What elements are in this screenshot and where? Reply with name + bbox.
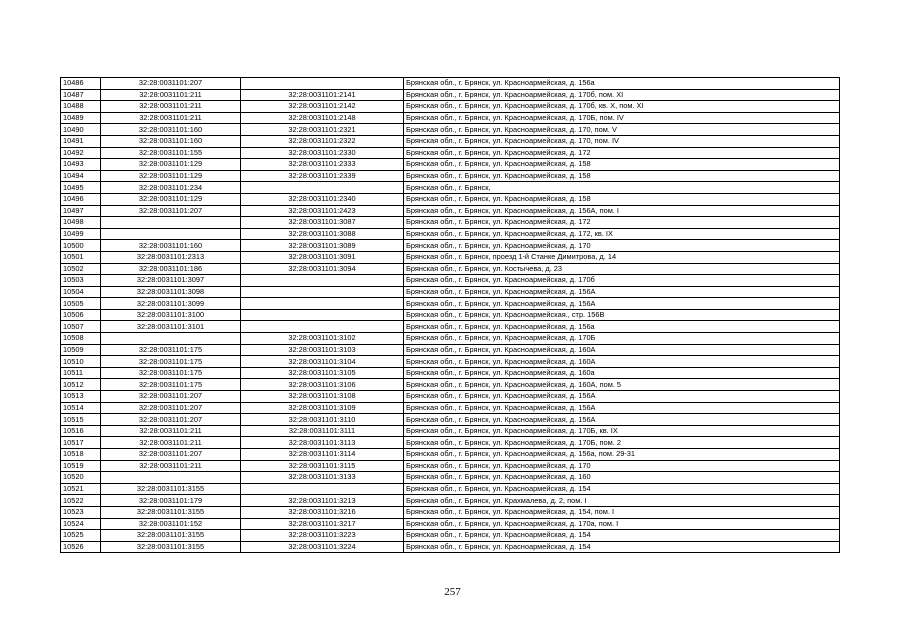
table-row	[61, 402, 840, 414]
object-cadastral-cell: 32:28:0031101:3115	[241, 460, 404, 472]
address-cell: Брянская обл., г. Брянск, ул. Красноармейская, д. 170б, кв. X, пом. XI	[404, 101, 840, 113]
address-cell: Брянская обл., г. Брянск, ул. Красноармейская, д. 170б	[404, 275, 840, 287]
land-cadastral-cell: 32:28:0031101:3101	[101, 321, 241, 333]
object-cadastral-cell: 32:28:0031101:3089	[241, 240, 404, 252]
row-number-cell: 10520	[61, 472, 101, 484]
object-cadastral-cell: 32:28:0031101:3113	[241, 437, 404, 449]
table-row	[61, 414, 840, 426]
address-cell: Брянская обл., г. Брянск, ул. Красноармейская, д. 160	[404, 472, 840, 484]
address-cell: Брянская обл., г. Брянск, ул. Красноармейская, д. 170	[404, 240, 840, 252]
land-cadastral-cell: 32:28:0031101:160	[101, 135, 241, 147]
address-cell: Брянская обл., г. Брянск, ул. Красноармейская, д. 154	[404, 483, 840, 495]
address-cell: Брянская обл., г. Брянск, ул. Красноармейская, д. 172	[404, 147, 840, 159]
row-number-cell: 10510	[61, 356, 101, 368]
table-row	[61, 309, 840, 321]
registry-table-body	[61, 78, 840, 553]
address-cell: Брянская обл., г. Брянск, ул. Красноармейская, д. 170, пом. IV	[404, 135, 840, 147]
land-cadastral-cell: 32:28:0031101:160	[101, 240, 241, 252]
page-number: 257	[444, 586, 461, 598]
address-cell: Брянская обл., г. Брянск, ул. Красноармейская, д. 170а, пом. I	[404, 518, 840, 530]
object-cadastral-cell: 32:28:0031101:3133	[241, 472, 404, 484]
row-number-cell: 10490	[61, 124, 101, 136]
row-number-cell: 10509	[61, 344, 101, 356]
object-cadastral-cell: 32:28:0031101:3103	[241, 344, 404, 356]
row-number-cell: 10505	[61, 298, 101, 310]
address-cell: Брянская обл., г. Брянск, ул. Красноармейская, д. 160а	[404, 367, 840, 379]
object-cadastral-cell: 32:28:0031101:3108	[241, 391, 404, 403]
land-cadastral-cell	[101, 333, 241, 345]
row-number-cell: 10517	[61, 437, 101, 449]
row-number-cell: 10525	[61, 530, 101, 542]
land-cadastral-cell: 32:28:0031101:207	[101, 414, 241, 426]
object-cadastral-cell	[241, 483, 404, 495]
land-cadastral-cell: 32:28:0031101:129	[101, 159, 241, 171]
row-number-cell: 10526	[61, 541, 101, 553]
object-cadastral-cell	[241, 78, 404, 90]
address-cell: Брянская обл., г. Брянск, ул. Костычева, д. 23	[404, 263, 840, 275]
land-cadastral-cell: 32:28:0031101:211	[101, 460, 241, 472]
table-row	[61, 263, 840, 275]
row-number-cell: 10502	[61, 263, 101, 275]
land-cadastral-cell	[101, 217, 241, 229]
row-number-cell: 10497	[61, 205, 101, 217]
land-cadastral-cell: 32:28:0031101:211	[101, 437, 241, 449]
object-cadastral-cell: 32:28:0031101:3224	[241, 541, 404, 553]
land-cadastral-cell: 32:28:0031101:211	[101, 101, 241, 113]
land-cadastral-cell: 32:28:0031101:3155	[101, 506, 241, 518]
object-cadastral-cell: 32:28:0031101:2339	[241, 170, 404, 182]
land-cadastral-cell: 32:28:0031101:211	[101, 425, 241, 437]
row-number-cell: 10491	[61, 135, 101, 147]
object-cadastral-cell: 32:28:0031101:3217	[241, 518, 404, 530]
address-cell: Брянская обл., г. Брянск, ул. Красноармейская, д. 160А	[404, 344, 840, 356]
land-cadastral-cell: 32:28:0031101:152	[101, 518, 241, 530]
land-cadastral-cell: 32:28:0031101:3097	[101, 275, 241, 287]
land-cadastral-cell: 32:28:0031101:3155	[101, 530, 241, 542]
row-number-cell: 10494	[61, 170, 101, 182]
address-cell: Брянская обл., г. Брянск, ул. Красноармейская, д. 170Б, пом. IV	[404, 112, 840, 124]
table-row	[61, 506, 840, 518]
table-row	[61, 541, 840, 553]
table-row	[61, 193, 840, 205]
address-cell: Брянская обл., г. Брянск, ул. Красноармейская, д. 170Б, пом. 2	[404, 437, 840, 449]
object-cadastral-cell: 32:28:0031101:3109	[241, 402, 404, 414]
row-number-cell: 10519	[61, 460, 101, 472]
object-cadastral-cell: 32:28:0031101:2142	[241, 101, 404, 113]
address-cell: Брянская обл., г. Брянск, ул. Красноармейская, д. 156А, пом. I	[404, 205, 840, 217]
table-row	[61, 391, 840, 403]
row-number-cell: 10489	[61, 112, 101, 124]
row-number-cell: 10487	[61, 89, 101, 101]
address-cell: Брянская обл., г. Брянск, ул. Красноармейская, д. 158	[404, 193, 840, 205]
address-cell: Брянская обл., г. Брянск, ул. Красноармейская, д. 156А	[404, 286, 840, 298]
object-cadastral-cell: 32:28:0031101:2333	[241, 159, 404, 171]
object-cadastral-cell	[241, 286, 404, 298]
object-cadastral-cell: 32:28:0031101:2141	[241, 89, 404, 101]
object-cadastral-cell: 32:28:0031101:2423	[241, 205, 404, 217]
address-cell: Брянская обл., г. Брянск, ул. Крахмалева, д. 2, пом. I	[404, 495, 840, 507]
row-number-cell: 10501	[61, 251, 101, 263]
land-cadastral-cell: 32:28:0031101:129	[101, 170, 241, 182]
object-cadastral-cell: 32:28:0031101:3087	[241, 217, 404, 229]
table-row	[61, 275, 840, 287]
row-number-cell: 10512	[61, 379, 101, 391]
address-cell: Брянская обл., г. Брянск, ул. Красноармейская, д. 158	[404, 170, 840, 182]
row-number-cell: 10499	[61, 228, 101, 240]
row-number-cell: 10488	[61, 101, 101, 113]
row-number-cell: 10514	[61, 402, 101, 414]
table-row	[61, 530, 840, 542]
address-cell: Брянская обл., г. Брянск, ул. Красноармейская, д. 156а	[404, 321, 840, 333]
address-cell: Брянская обл., г. Брянск, ул. Красноармейская, д. 156А	[404, 402, 840, 414]
table-row	[61, 286, 840, 298]
land-cadastral-cell: 32:28:0031101:207	[101, 205, 241, 217]
address-cell: Брянская обл., г. Брянск, ул. Красноармейская, д. 156а, пом. 29-31	[404, 449, 840, 461]
object-cadastral-cell	[241, 309, 404, 321]
object-cadastral-cell: 32:28:0031101:3094	[241, 263, 404, 275]
address-cell: Брянская обл., г. Брянск, ул. Красноармейская, д. 156А	[404, 414, 840, 426]
object-cadastral-cell: 32:28:0031101:2330	[241, 147, 404, 159]
object-cadastral-cell: 32:28:0031101:3111	[241, 425, 404, 437]
address-cell: Брянская обл., г. Брянск, ул. Красноармейская, д. 156А	[404, 391, 840, 403]
registry-table	[60, 77, 840, 553]
object-cadastral-cell: 32:28:0031101:3110	[241, 414, 404, 426]
table-row	[61, 228, 840, 240]
table-row	[61, 344, 840, 356]
address-cell: Брянская обл., г. Брянск, ул. Красноармейская, д. 156а	[404, 78, 840, 90]
row-number-cell: 10516	[61, 425, 101, 437]
address-cell: Брянская обл., г. Брянск,	[404, 182, 840, 194]
table-row	[61, 240, 840, 252]
object-cadastral-cell: 32:28:0031101:2322	[241, 135, 404, 147]
table-row	[61, 518, 840, 530]
object-cadastral-cell: 32:28:0031101:3105	[241, 367, 404, 379]
object-cadastral-cell: 32:28:0031101:2321	[241, 124, 404, 136]
row-number-cell: 10523	[61, 506, 101, 518]
address-cell: Брянская обл., г. Брянск, ул. Красноармейская, д. 154	[404, 541, 840, 553]
land-cadastral-cell: 32:28:0031101:3099	[101, 298, 241, 310]
land-cadastral-cell: 32:28:0031101:175	[101, 379, 241, 391]
object-cadastral-cell: 32:28:0031101:3114	[241, 449, 404, 461]
row-number-cell: 10522	[61, 495, 101, 507]
row-number-cell: 10513	[61, 391, 101, 403]
table-row	[61, 78, 840, 90]
address-cell: Брянская обл., г. Брянск, ул. Красноармейская, д. 170б, пом. XI	[404, 89, 840, 101]
row-number-cell: 10518	[61, 449, 101, 461]
land-cadastral-cell: 32:28:0031101:3100	[101, 309, 241, 321]
row-number-cell: 10506	[61, 309, 101, 321]
table-row	[61, 159, 840, 171]
object-cadastral-cell: 32:28:0031101:3213	[241, 495, 404, 507]
land-cadastral-cell: 32:28:0031101:211	[101, 112, 241, 124]
land-cadastral-cell: 32:28:0031101:2313	[101, 251, 241, 263]
table-row	[61, 460, 840, 472]
table-row	[61, 251, 840, 263]
row-number-cell: 10500	[61, 240, 101, 252]
row-number-cell: 10493	[61, 159, 101, 171]
table-row	[61, 437, 840, 449]
row-number-cell: 10524	[61, 518, 101, 530]
land-cadastral-cell: 32:28:0031101:155	[101, 147, 241, 159]
object-cadastral-cell	[241, 321, 404, 333]
table-row	[61, 89, 840, 101]
table-row	[61, 472, 840, 484]
address-cell: Брянская обл., г. Брянск, ул. Красноармейская, д. 154	[404, 530, 840, 542]
object-cadastral-cell: 32:28:0031101:3102	[241, 333, 404, 345]
address-cell: Брянская обл., г. Брянск, ул. Красноармейская, д. 170Б, кв. IX	[404, 425, 840, 437]
address-cell: Брянская обл., г. Брянск, ул. Красноармейская, д. 154, пом. I	[404, 506, 840, 518]
row-number-cell: 10495	[61, 182, 101, 194]
land-cadastral-cell: 32:28:0031101:207	[101, 78, 241, 90]
object-cadastral-cell	[241, 298, 404, 310]
address-cell: Брянская обл., г. Брянск, ул. Красноармейская, д. 160А	[404, 356, 840, 368]
table-row	[61, 483, 840, 495]
object-cadastral-cell	[241, 182, 404, 194]
row-number-cell: 10515	[61, 414, 101, 426]
row-number-cell: 10504	[61, 286, 101, 298]
table-row	[61, 135, 840, 147]
land-cadastral-cell: 32:28:0031101:3098	[101, 286, 241, 298]
table-row	[61, 112, 840, 124]
land-cadastral-cell: 32:28:0031101:175	[101, 367, 241, 379]
table-row	[61, 298, 840, 310]
land-cadastral-cell	[101, 472, 241, 484]
row-number-cell: 10507	[61, 321, 101, 333]
address-cell: Брянская обл., г. Брянск, ул. Красноармейская, д. 170, пом. V	[404, 124, 840, 136]
table-row	[61, 425, 840, 437]
object-cadastral-cell: 32:28:0031101:3223	[241, 530, 404, 542]
object-cadastral-cell	[241, 275, 404, 287]
land-cadastral-cell: 32:28:0031101:179	[101, 495, 241, 507]
table-row	[61, 379, 840, 391]
row-number-cell: 10521	[61, 483, 101, 495]
table-row	[61, 495, 840, 507]
table-row	[61, 205, 840, 217]
row-number-cell: 10486	[61, 78, 101, 90]
table-row	[61, 449, 840, 461]
land-cadastral-cell: 32:28:0031101:207	[101, 402, 241, 414]
object-cadastral-cell: 32:28:0031101:2340	[241, 193, 404, 205]
land-cadastral-cell: 32:28:0031101:3155	[101, 483, 241, 495]
table-row	[61, 321, 840, 333]
land-cadastral-cell: 32:28:0031101:207	[101, 449, 241, 461]
land-cadastral-cell: 32:28:0031101:160	[101, 124, 241, 136]
address-cell: Брянская обл., г. Брянск, ул. Красноармейская, д. 170	[404, 460, 840, 472]
land-cadastral-cell: 32:28:0031101:175	[101, 344, 241, 356]
row-number-cell: 10503	[61, 275, 101, 287]
object-cadastral-cell: 32:28:0031101:3104	[241, 356, 404, 368]
address-cell: Брянская обл., г. Брянск, ул. Красноармейская, д. 172	[404, 217, 840, 229]
land-cadastral-cell: 32:28:0031101:207	[101, 391, 241, 403]
land-cadastral-cell: 32:28:0031101:129	[101, 193, 241, 205]
row-number-cell: 10498	[61, 217, 101, 229]
land-cadastral-cell	[101, 228, 241, 240]
table-row	[61, 367, 840, 379]
land-cadastral-cell: 32:28:0031101:186	[101, 263, 241, 275]
table-row	[61, 182, 840, 194]
table-row	[61, 333, 840, 345]
address-cell: Брянская обл., г. Брянск, ул. Красноармейская, д. 172, кв. IX	[404, 228, 840, 240]
row-number-cell: 10496	[61, 193, 101, 205]
address-cell: Брянская обл., г. Брянск, ул. Красноармейская, д. 170Б	[404, 333, 840, 345]
table-row	[61, 217, 840, 229]
land-cadastral-cell: 32:28:0031101:211	[101, 89, 241, 101]
object-cadastral-cell: 32:28:0031101:3216	[241, 506, 404, 518]
row-number-cell: 10508	[61, 333, 101, 345]
land-cadastral-cell: 32:28:0031101:3155	[101, 541, 241, 553]
object-cadastral-cell: 32:28:0031101:3091	[241, 251, 404, 263]
address-cell: Брянская обл., г. Брянск, ул. Красноармейская, д. 160А, пом. 5	[404, 379, 840, 391]
object-cadastral-cell: 32:28:0031101:3106	[241, 379, 404, 391]
table-row	[61, 101, 840, 113]
land-cadastral-cell: 32:28:0031101:234	[101, 182, 241, 194]
table-row	[61, 356, 840, 368]
land-cadastral-cell: 32:28:0031101:175	[101, 356, 241, 368]
address-cell: Брянская обл., г. Брянск, ул. Красноармейская, д. 156А	[404, 298, 840, 310]
address-cell: Брянская обл., г. Брянск, ул. Красноармейская, д. 158	[404, 159, 840, 171]
address-cell: Брянская обл., г. Брянск, проезд 1-й Станке Димитрова, д. 14	[404, 251, 840, 263]
object-cadastral-cell: 32:28:0031101:2148	[241, 112, 404, 124]
table-row	[61, 124, 840, 136]
table-row	[61, 147, 840, 159]
object-cadastral-cell: 32:28:0031101:3088	[241, 228, 404, 240]
row-number-cell: 10511	[61, 367, 101, 379]
address-cell: Брянская обл., г. Брянск, ул. Красноармейская., стр. 156В	[404, 309, 840, 321]
table-row	[61, 170, 840, 182]
row-number-cell: 10492	[61, 147, 101, 159]
